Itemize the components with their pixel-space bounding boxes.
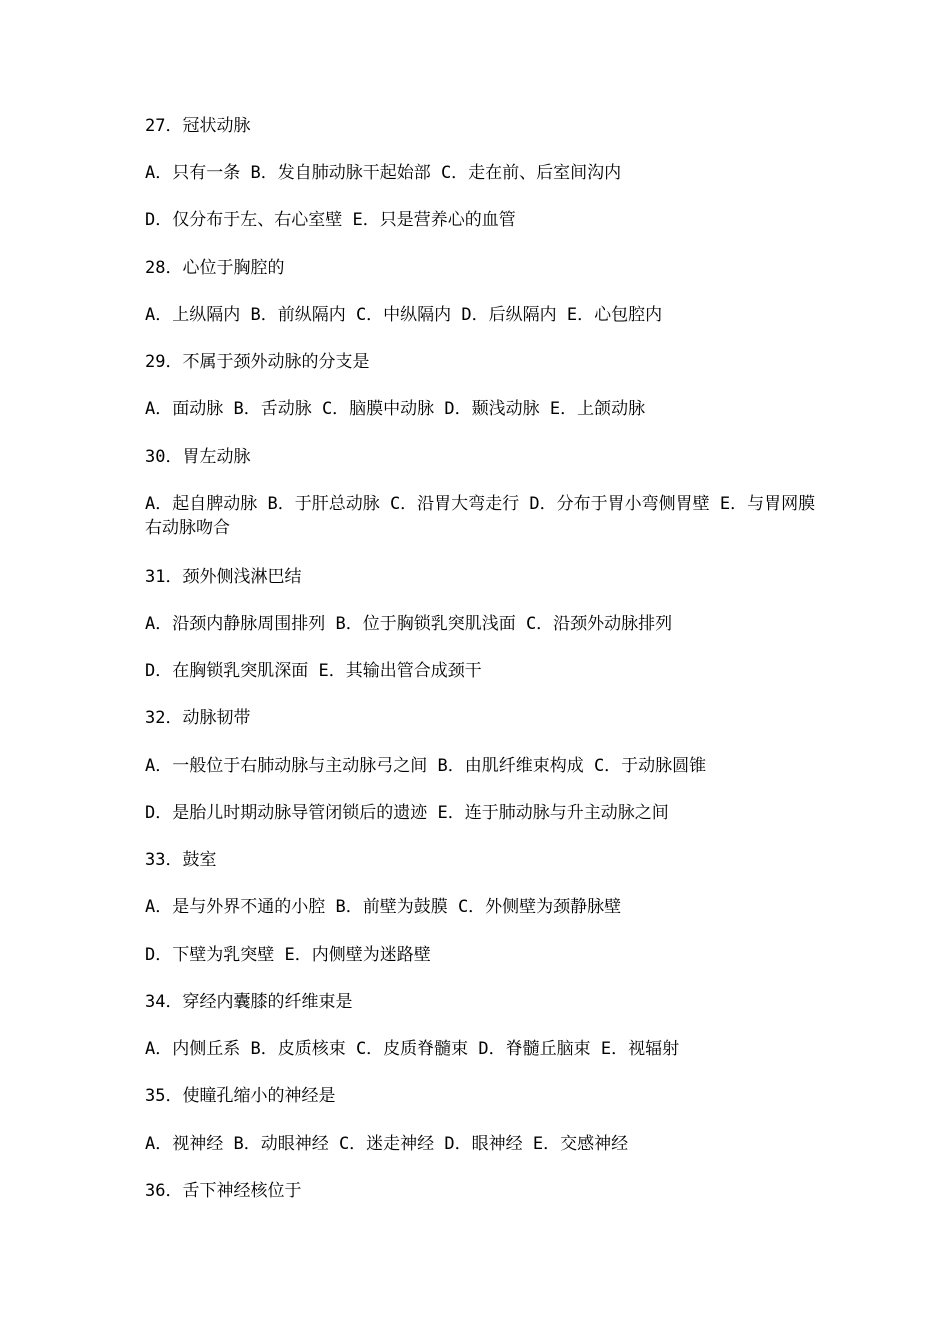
question-29-stem: 29．不属于颈外动脉的分支是: [145, 352, 370, 372]
question-31-stem: 31．颈外侧浅淋巴结: [145, 567, 302, 587]
question-33-options-1: A．是与外界不通的小腔 B．前壁为鼓膜 C．外侧壁为颈静脉壁: [145, 897, 622, 917]
question-27-stem: 27．冠状动脉: [145, 116, 251, 136]
question-33-options-2: D．下壁为乳突壁 E．内侧壁为迷路壁: [145, 945, 431, 965]
question-32-options-1: A．一般位于右肺动脉与主动脉弓之间 B．由肌纤维束构成 C．于动脉圆锥: [145, 756, 707, 776]
question-34-stem: 34．穿经内囊膝的纤维束是: [145, 992, 353, 1012]
question-36-stem: 36．舌下神经核位于: [145, 1181, 302, 1201]
question-27-options-1: A．只有一条 B．发自肺动脉干起始部 C．走在前、后室间沟内: [145, 163, 622, 183]
question-31-options-1: A．沿颈内静脉周围排列 B．位于胸锁乳突肌浅面 C．沿颈外动脉排列: [145, 614, 673, 634]
question-32-stem: 32．动脉韧带: [145, 708, 251, 728]
question-30-options: A．起自脾动脉 B．于肝总动脉 C．沿胃大弯走行 D．分布于胃小弯侧胃壁 E．与胃网膜右动脉吻合: [145, 494, 816, 538]
question-33-stem: 33．鼓室: [145, 850, 217, 870]
question-29-options: A．面动脉 B．舌动脉 C．脑膜中动脉 D．颞浅动脉 E．上颌动脉: [145, 399, 646, 419]
question-35-stem: 35．使瞳孔缩小的神经是: [145, 1086, 336, 1106]
question-28-options: A．上纵隔内 B．前纵隔内 C．中纵隔内 D．后纵隔内 E．心包腔内: [145, 305, 663, 325]
question-28-stem: 28．心位于胸腔的: [145, 258, 285, 278]
question-27-options-2: D．仅分布于左、右心室壁 E．只是营养心的血管: [145, 210, 516, 230]
question-34-options: A．内侧丘系 B．皮质核束 C．皮质脊髓束 D．脊髓丘脑束 E．视辐射: [145, 1039, 680, 1059]
question-30-stem: 30．胃左动脉: [145, 447, 251, 467]
question-32-options-2: D．是胎儿时期动脉导管闭锁后的遗迹 E．连于肺动脉与升主动脉之间: [145, 803, 669, 823]
question-35-options: A．视神经 B．动眼神经 C．迷走神经 D．眼神经 E．交感神经: [145, 1134, 629, 1154]
question-31-options-2: D．在胸锁乳突肌深面 E．其输出管合成颈干: [145, 661, 482, 681]
